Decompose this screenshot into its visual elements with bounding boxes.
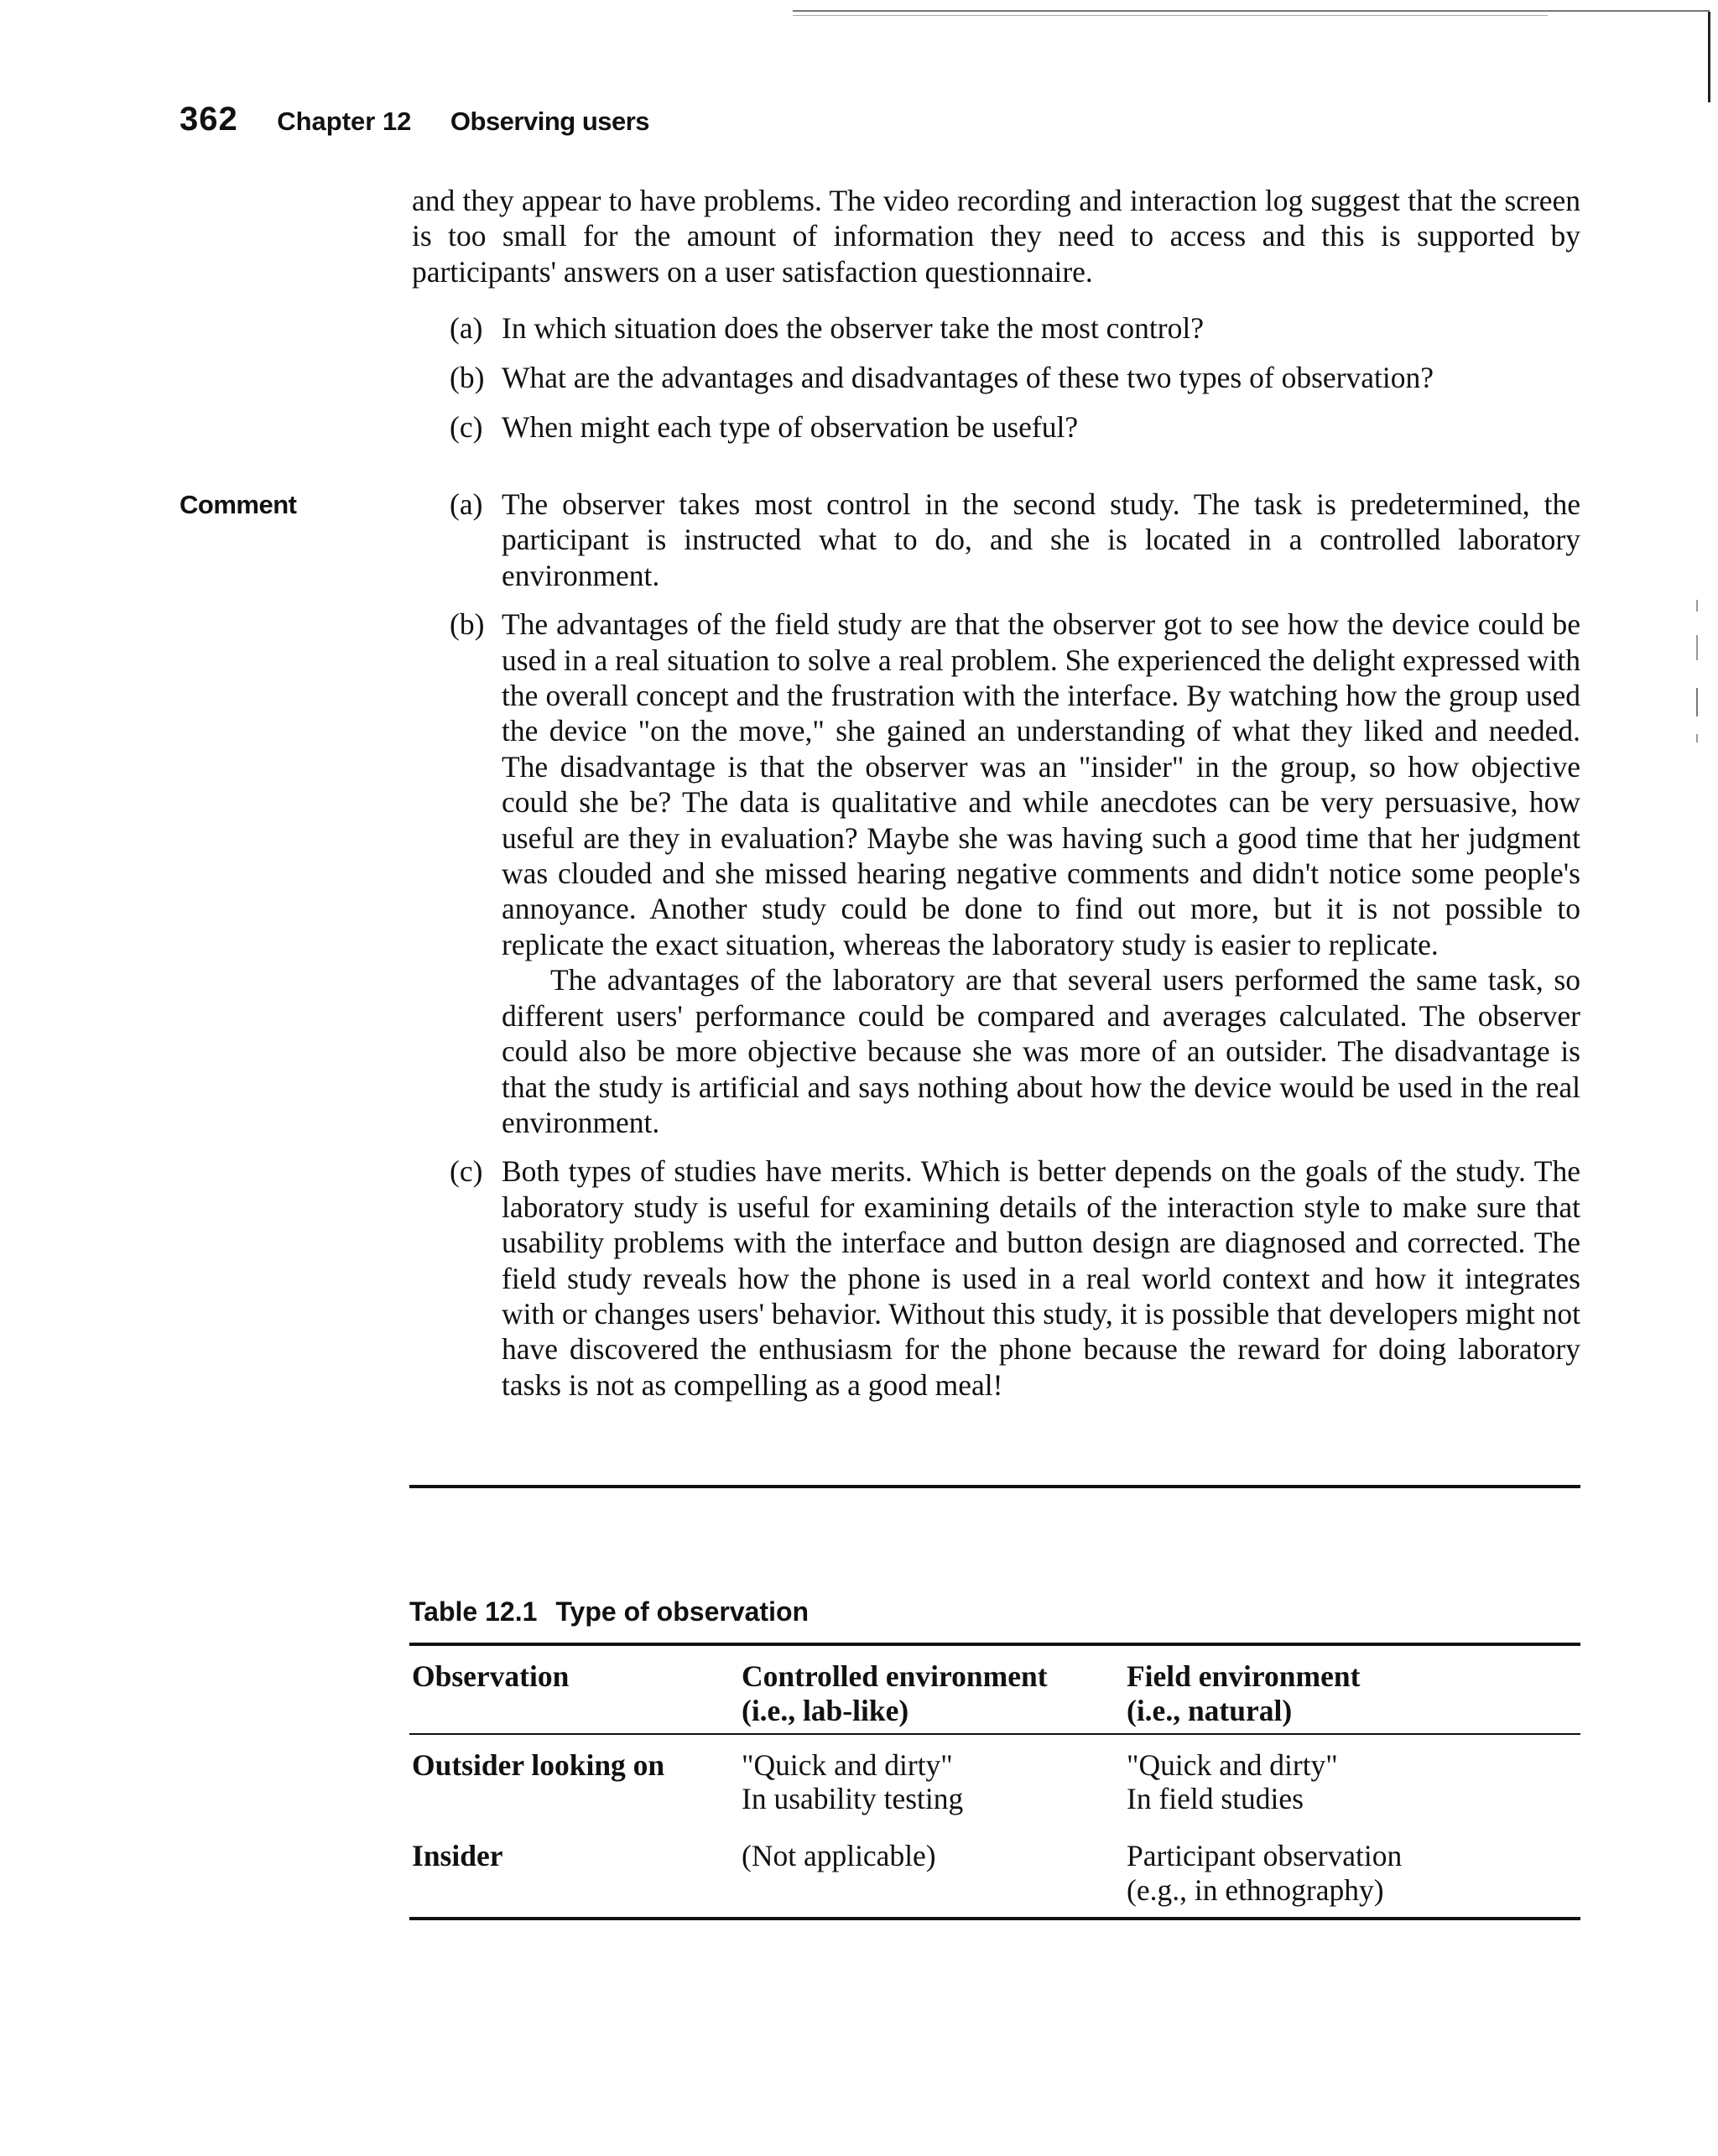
table-top-rule [409, 1643, 1580, 1646]
answer-item [450, 1154, 1580, 1403]
question-list [450, 310, 1580, 459]
table-caption [409, 1596, 809, 1627]
chapter-title: Observing users [450, 107, 650, 136]
question-label: (b) [450, 361, 485, 394]
table-header-cell-sub: (i.e., lab-like) [742, 1694, 909, 1727]
section-end-rule [409, 1485, 1580, 1488]
answer-label: (b) [450, 607, 485, 642]
chapter-number: Chapter 12 [277, 107, 412, 136]
question-text: In which situation does the observer take the most control? [502, 311, 1204, 345]
table-cell: (Not applicable) [742, 1839, 936, 1872]
table-header-cell: Observation [412, 1659, 570, 1693]
running-header [180, 101, 649, 138]
table-title: Type of observation [555, 1596, 810, 1627]
table-cell: Participant observation [1127, 1839, 1403, 1872]
answer-item [450, 487, 1580, 593]
table-header-rule [409, 1733, 1580, 1735]
page-number: 362 [180, 101, 238, 138]
top-rule-faint [793, 15, 1548, 16]
table-cell: "Quick and dirty" [1127, 1748, 1338, 1782]
scan-margin-marks [1696, 600, 1698, 751]
table-number: Table 12.1 [409, 1596, 538, 1627]
table-cell: In usability testing [742, 1782, 964, 1815]
question-item [450, 360, 1580, 409]
answer-paragraph: The advantages of the laboratory are that several users performed the same task, so different users' performance could be compared and averages calculated. The observer could also be more objective because she was more of an outsider. The disadvantage is that the study is artificial and says nothing about how the device would be used in the real environment. [502, 963, 1580, 1139]
question-label: (c) [450, 410, 483, 444]
table-header-cell: Field environment [1127, 1659, 1361, 1693]
table-cell: (e.g., in ethnography) [1127, 1873, 1384, 1907]
answer-label: (a) [450, 487, 483, 521]
top-rule [793, 10, 1710, 12]
table-bottom-rule [409, 1917, 1580, 1920]
table-row-label: Insider [412, 1839, 503, 1872]
table-cell: "Quick and dirty" [742, 1748, 953, 1782]
question-text: When might each type of observation be useful? [502, 410, 1079, 444]
table-header-cell: Controlled environment [742, 1659, 1048, 1693]
comment-heading: Comment [180, 490, 297, 519]
intro-paragraph: and they appear to have problems. The video recording and interaction log suggest that the screen is too small for the amount of information they need to access and this is supported by participants' answers on a user satisfaction questionnaire. [412, 184, 1580, 289]
answer-paragraph: The advantages of the field study are that the observer got to see how the device could be used in a real situation to solve a real problem. She experienced the delight expressed with the overall concept and the frustration with the interface. By watching how the group used the device "on the move," she gained an understanding of what they liked and needed. The disadvantage is that the observer was an "insider" in the group, so how objective could she be? The data is qualitative and while anecdotes can be very persuasive, how useful are they in evaluation? Maybe she was having such a good time that her judgment was clouded and she missed hearing negative comments and didn't notice some people's annoyance. Another study could be done to find out more, but it is not possible to replicate the exact situation, whereas the laboratory study is easier to replicate. [502, 607, 1580, 961]
table-cell: In field studies [1127, 1782, 1304, 1815]
answer-list [450, 487, 1580, 1416]
table-row-label: Outsider looking on [412, 1748, 665, 1782]
answer-paragraph: The observer takes most control in the second study. The task is predetermined, the participant is instructed what to do, and she is located in a controlled laboratory environment. [502, 487, 1580, 592]
question-text: What are the advantages and disadvantages of these two types of observation? [502, 361, 1434, 394]
question-item [450, 310, 1580, 360]
page-edge-mark [1708, 12, 1710, 102]
answer-label: (c) [450, 1154, 483, 1189]
answer-item [450, 607, 1580, 1140]
answer-paragraph: Both types of studies have merits. Which is better depends on the goals of the study. The laboratory study is useful for examining details of the interaction style to make sure that usability problems with the interface and button design are diagnosed and corrected. The field study reveals how the phone is used in a real world context and how it integrates with or changes users' behavior. Without this study, it is possible that developers might not have discovered the enthusiasm for the phone because the reward for doing laboratory tasks is not as compelling as a good meal! [502, 1154, 1580, 1402]
question-item [450, 409, 1580, 459]
question-label: (a) [450, 311, 483, 345]
table-header-cell-sub: (i.e., natural) [1127, 1694, 1293, 1727]
